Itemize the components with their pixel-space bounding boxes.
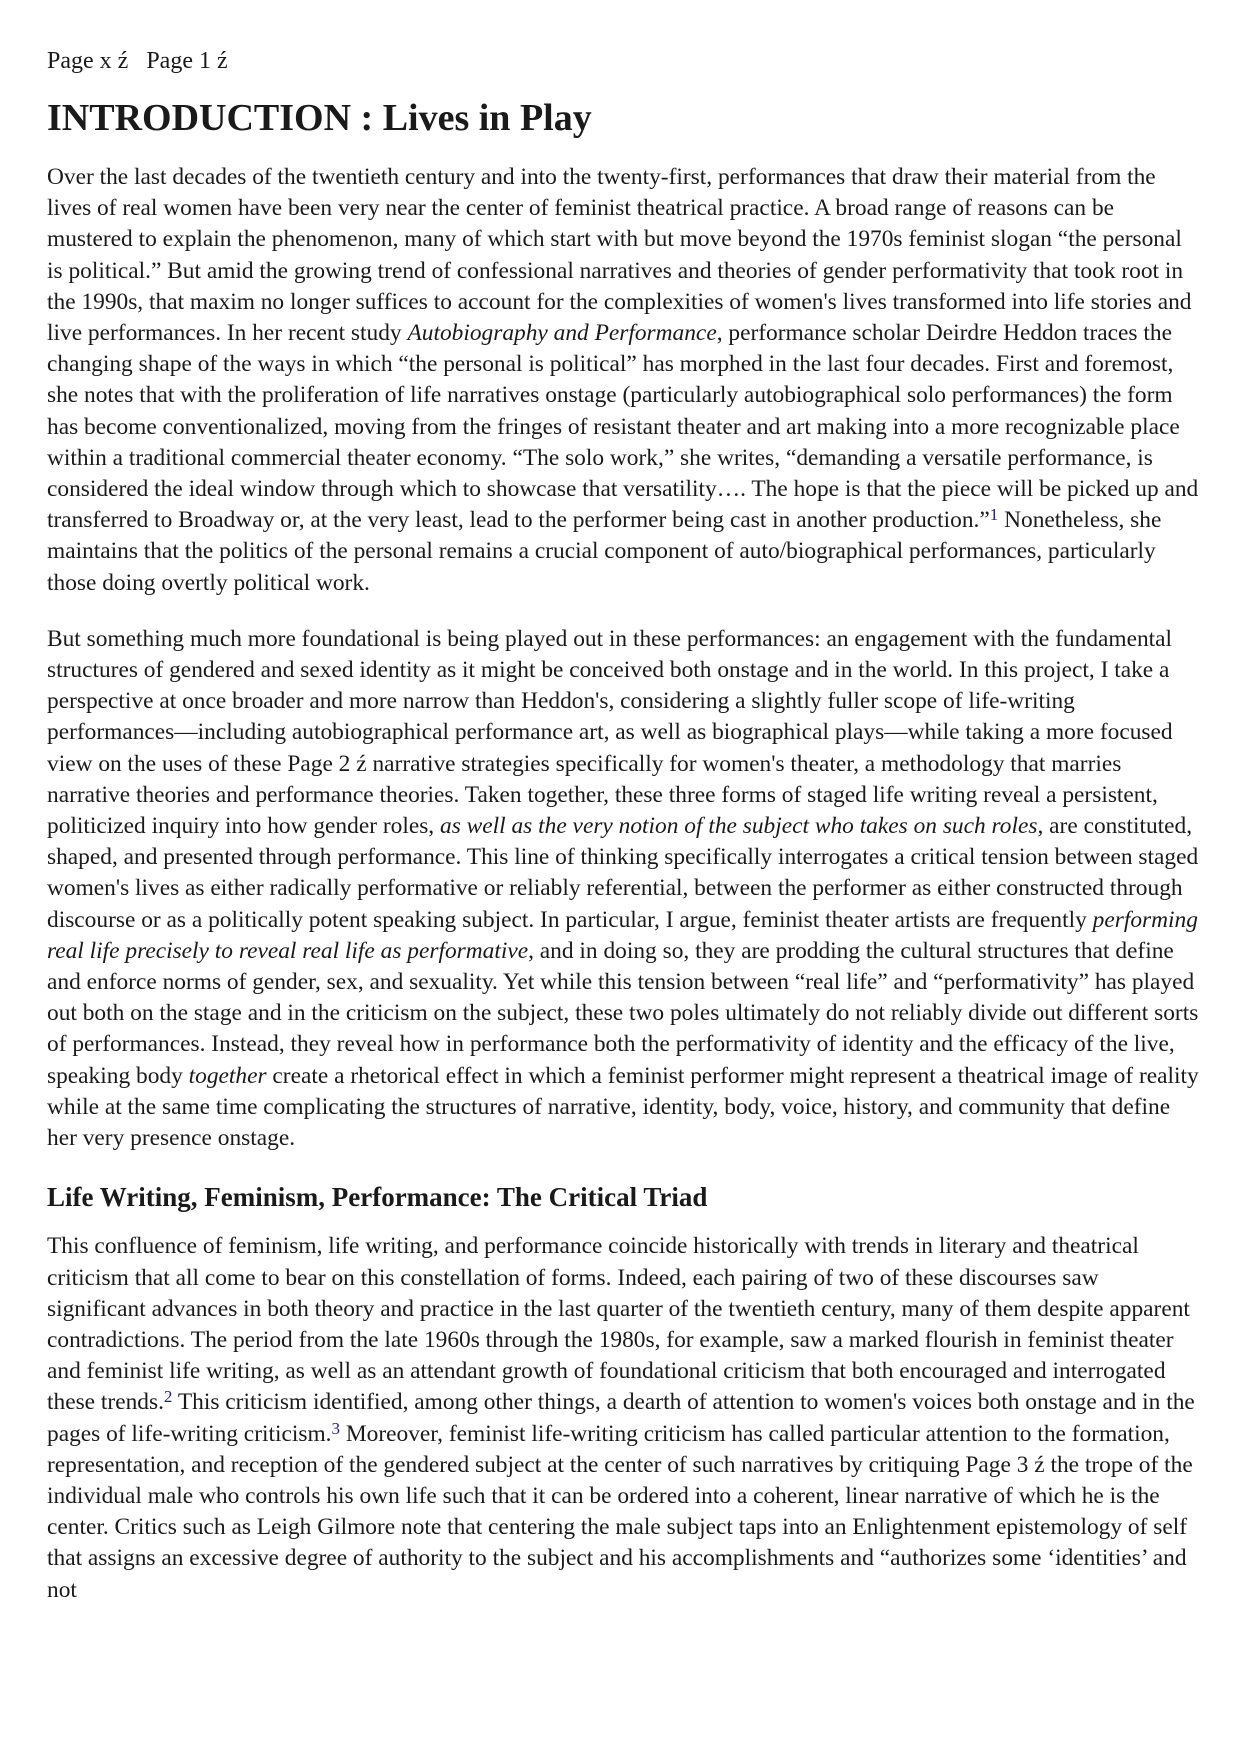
footnote-link-1[interactable]: 1 bbox=[989, 505, 999, 525]
paragraph-2: But something much more foundational is being played out in these performances: an engagement with the fundamental structures of gendered and sexed identity as it might be conceived both onstage and in the world. In this project, I take a perspective at once broader and more narrow than Heddon's, considering a slightly fuller scope of life-writing performances—including autobiographical performance art, as well as biographical plays—while taking a more focused view on the uses of these Page 2 ź narrative strategies specifically for women's theater, a methodology that marries narrative theories and performance theories. Taken together, these three forms of staged life writing reveal a persistent, politicized inquiry into how gender roles, as well as the very notion of the subject who takes on such roles, are constituted, shaped, and presented through performance. This line of thinking specifically interrogates a critical tension between staged women's lives as either radically performative or reliably referential, between the performer as either constructed through discourse or as a politically potent speaking subject. In particular, I argue, feminist theater artists are frequently performing real life precisely to reveal real life as performative, and in doing so, they are prodding the cultural structures that define and enforce norms of gender, sex, and sexuality. Yet while this tension between “real life” and “performativity” has played out both on the stage and in the criticism on the subject, these two poles ultimately do not reliably divide out different sorts of performances. Instead, they reveal how in performance both the performativity of identity and the efficacy of the live, speaking body together create a rhetorical effect in which a feminist performer might represent a theatrical image of reality while at the same time complicating the structures of narrative, identity, body, voice, history, and community that define her very presence onstage. bbox=[47, 625, 1199, 1152]
page-marker-bar bbox=[47, 46, 1202, 76]
paragraph-1: Over the last decades of the twentieth century and into the twenty-first, performances that draw their material from the lives of real women have been very near the center of feminist theatrical practice. A broad range of reasons can be mustered to explain the phenomenon, many of which start with but move beyond the 1970s feminist slogan “the personal is political.” But amid the growing trend of confessional narratives and theories of gender performativity that took root in the 1990s, that maxim no longer suffices to account for the complexities of women's lives transformed into life stories and live performances. In her recent study Autobiography and Performance, performance scholar Deirdre Heddon traces the changing shape of the ways in which “the personal is political” has morphed in the last four decades. First and foremost, she notes that with the proliferation of life narratives onstage (particularly autobiographical solo performances) the form has become conventionalized, moving from the fringes of resistant theater and art making into a more recognizable place within a traditional commercial theater economy. “The solo work,” she writes, “demanding a versatile performance, is considered the ideal window through which to showcase that versatility…. The hope is that the piece will be picked up and transferred to Broadway or, at the very least, lead to the performer being cast in another production.”$^1$ Nonetheless, she maintains that the politics of the personal remains a crucial component of auto/biographical performances, particularly those doing overtly political work. bbox=[47, 164, 1199, 596]
chapter-title: INTRODUCTION : Lives in Play bbox=[47, 97, 592, 139]
book-title: Autobiography and Performance bbox=[407, 320, 717, 347]
footnote-link-3[interactable]: 3 bbox=[331, 1418, 341, 1438]
section-heading: Life Writing, Feminism, Performance: The Critical Triad bbox=[47, 1182, 708, 1213]
page-marker: Page x ź bbox=[47, 48, 129, 74]
page-marker: Page 1 ź bbox=[146, 48, 228, 74]
footnote-link-2[interactable]: 2 bbox=[163, 1387, 173, 1407]
page-marker: Page 3 ź bbox=[965, 1451, 1045, 1478]
page-marker: Page 2 ź bbox=[287, 750, 367, 777]
paragraph-3: This confluence of feminism, life writing, and performance coincide historically with trends in literary and theatrical criticism that all come to bear on this constellation of forms. Indeed, each pairing of two of these discourses saw significant advances in both theory and practice in the last quarter of the twentieth century, many of them despite apparent contradictions. The period from the late 1960s through the 1980s, for example, saw a marked flourish in feminist theater and feminist life writing, as well as an attendant growth of foundational criticism that both encouraged and interrogated these trends.$^2$ This criticism identified, among other things, a dearth of attention to women's voices both onstage and in the pages of life-writing criticism.$^3$ Moreover, feminist life-writing criticism has called particular attention to the formation, representation, and reception of the gendered subject at the center of such narratives by critiquing Page 3 ź the trope of the individual male who controls his own life such that it can be ordered into a coherent, linear narrative of which he is the center. Critics such as Leigh Gilmore note that centering the male subject taps into an Enlightenment epistemology of self that assigns an excessive degree of authority to the subject and his accomplishments and “authorizes some ‘identities’ and not bbox=[47, 1233, 1195, 1603]
